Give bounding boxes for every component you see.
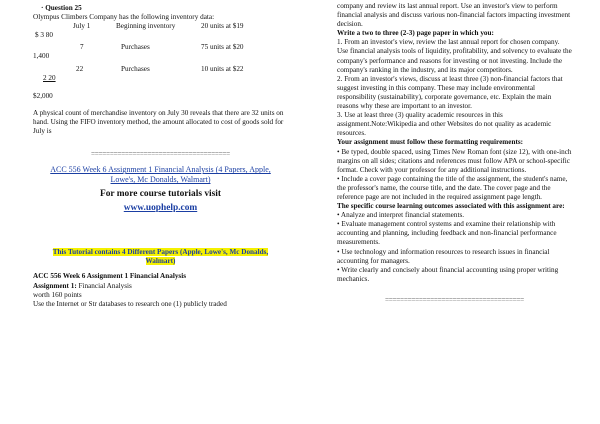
site-link-text[interactable]: www.uophelp.com [123,202,198,213]
assignment-line [33,282,288,291]
inventory-cell: Beginning inventory [116,22,176,31]
inventory-cell: Purchases [121,43,150,52]
inventory-cell: Purchases [121,64,150,73]
inventory-cell: 20 units at $19 [201,22,244,31]
list-item: • Include a cover page containing the title of the assignment, the student's name, the professor's name, the course title, and the date. The cover page and the reference page are not included in the required assignment page length. [337,174,568,201]
use-line: Use the Internet or Str databases to research one (1) publicly traded [33,299,227,308]
worth-line: worth 160 points [33,290,82,299]
inventory-row [33,92,288,101]
inventory-cell: $ 3 80 [35,31,53,40]
separator: ===================================== [91,150,230,159]
list-item: • Be typed, double spaced, using Times New Roman font (size 12), with one-inch margins on all sides; citations and references must follow APA or school-specific format. Check with your professor for any additional instructions. [337,147,572,174]
right-column [337,2,572,305]
inventory-row [33,52,288,61]
inventory-cell: 7 [80,43,84,52]
inventory-cell: July 1 [73,22,91,31]
left-column [33,0,288,309]
inventory-cell: 10 units at $22 [201,64,244,73]
list-item: • Analyze and interpret financial statements. [337,211,465,220]
list-item: • Use technology and information resources to research issues in financial accounting for managers. [337,247,550,265]
question-intro: Olympus Climbers Company has the following inventory data: [33,13,215,22]
site-link[interactable] [33,203,288,215]
assignment-value: Financial Analysis [76,281,132,290]
inventory-row [33,31,288,40]
inventory-row [33,65,288,74]
separator: ===================================== [385,295,524,304]
question-title-text: Question 25 [45,4,82,12]
highlight-text: This Tutorial contains 4 Different Papers (Apple, Lowe's, Mc Donalds, Walmart) [52,248,269,266]
list-item: 2. From an investor's views, discuss at least three (3) non-financial factors that suggest investing in this company. These may include environmental responsibility (sustainability), corporate governance, etc. Explain the main reasons why these are important to an investor. [337,74,563,111]
list-item: 1. From an investor's view, review the last annual report for chosen company. Use financial analysis tools of liquidity, profitability, and solvency to evaluate the company's performance and reasons for investing or not investing. Include the company's ranking in the industry, and its major competitors. [337,38,572,74]
assignment-label: Assignment 1: [33,281,77,290]
question-paragraph: A physical count of merchandise inventory on July 30 reveals that there are 32 units on hand. Using the FIFO inventory method, the amount allocated to cost of goods sold for July is [33,108,284,136]
list-item: • Write clearly and concisely about financial accounting using proper writing mechanics. [337,265,559,283]
list-item: • Evaluate management control systems and examine their relationship with accounting and planning, including feedback and non-financial performance measurements. [337,220,557,247]
inventory-row [33,22,288,31]
more-tutorials-heading: For more course tutorials visit [100,189,221,200]
list-item: 3. Use at least three (3) quality academic resources in this assignment.Note:Wikipedia and other Websites do not quality as academic resources. [337,111,552,138]
question-title: · Question 25 [41,4,82,12]
inventory-cell: 2 20 [43,73,56,82]
intro-paragraph: company and review its last annual report. Use an investor's view to perform financial analysis and discuss various non-financial factors impacting investment decision. [337,2,571,29]
tutorial-link[interactable] [33,165,288,185]
inventory-row [33,43,288,52]
inventory-cell: 22 [76,64,84,73]
inventory-cell: $2,000 [33,91,53,100]
tutorial-link-text[interactable]: ACC 556 Week 6 Assignment 1 Financial Analysis (4 Papers, Apple, Lowe's, Mc Donalds, Walmart) [50,165,271,185]
inventory-cell: 1,400 [33,52,50,61]
inventory-row [33,74,288,83]
paper-heading: Write a two to three (2-3) page paper in which you: [337,29,494,38]
inventory-cell: 75 units at $20 [201,43,244,52]
outcomes-heading: The specific course learning outcomes associated with this assignment are: [337,202,565,211]
assignment-title: ACC 556 Week 6 Assignment 1 Financial Analysis [33,272,187,281]
highlight-note [33,248,288,266]
formatting-heading: Your assignment must follow these formatting requirements: [337,138,524,147]
